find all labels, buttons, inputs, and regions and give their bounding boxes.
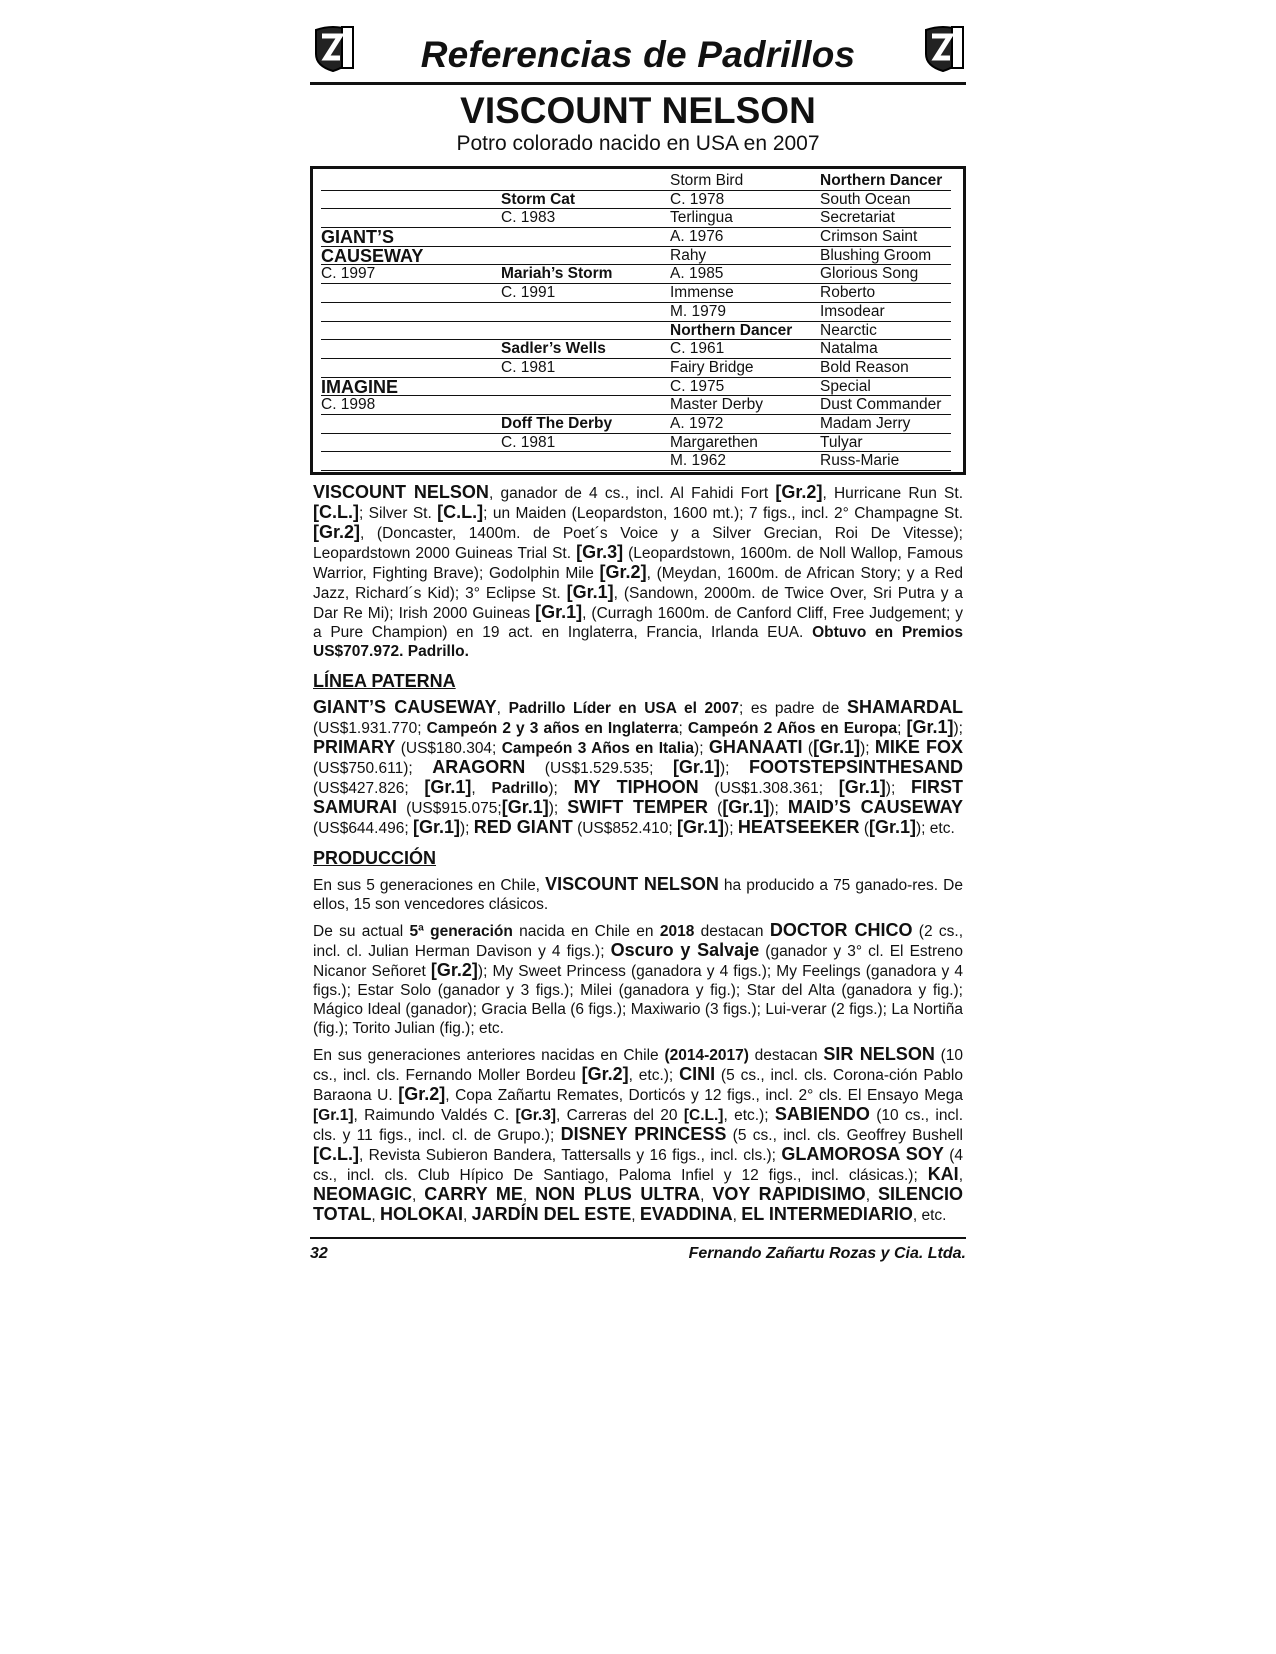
pedigree-cell: Master Derby [670, 396, 820, 415]
pedigree-cell [321, 340, 501, 359]
pedigree-cell [501, 228, 670, 247]
pedigree-cell: Terlingua [670, 209, 820, 228]
pedigree-row [321, 191, 953, 210]
pedigree-cell: C. 1981 [501, 434, 670, 453]
pedigree-cell [501, 322, 670, 341]
header-divider [310, 82, 966, 85]
page-header [310, 22, 966, 80]
pedigree-cell: C. 1997 [321, 265, 501, 284]
pedigree-row [321, 340, 953, 359]
pedigree-row [321, 209, 953, 228]
pedigree-cell [321, 191, 501, 210]
paternal-line-paragraph: GIANT’S CAUSEWAY, Padrillo Líder en USA el 2007; es padre de SHAMARDAL (US$1.931.770; Campeón 2 y 3 años en Inglaterra; Campeón 2 Años en Europa; [Gr.1]); PRIMARY (US$180.304; Campeón 3 Años en Italia); GHANAATI ([Gr.1]); MIKE FOX (US$750.611); ARAGORN (US$1.529.535; [Gr.1]); FOOTSTEPSINTHESAND (US$427.826; [Gr.1], Padrillo); MY TIPHOON (US$1.308.361; [Gr.1]); FIRST SAMURAI (US$915.075;[Gr.1]); SWIFT TEMPER ([Gr.1]); MAID’S CAUSEWAY (US$644.496; [Gr.1]); RED GIANT (US$852.410; [Gr.1]); HEATSEEKER ([Gr.1]); etc. [313, 697, 964, 837]
production-heading: PRODUCCIÓN [313, 848, 437, 868]
pedigree-row [321, 434, 953, 453]
pedigree-cell: Sadler’s Wells [501, 340, 670, 359]
pedigree-cell [321, 359, 501, 378]
pedigree-cell: A. 1972 [670, 415, 820, 434]
paternal-line-heading: LÍNEA PATERNA [313, 671, 456, 691]
pedigree-cell: C. 1998 [321, 396, 501, 415]
pedigree-cell: Immense [670, 284, 820, 303]
production-paragraph: En sus 5 generaciones en Chile, VISCOUNT NELSON ha producido a 75 ganado-res. De ellos, 15 son vencedores clásicos. [313, 874, 963, 913]
company-name: Fernando Zañartu Rozas y Cia. Ltda. [688, 1245, 966, 1262]
pedigree-cell: Blushing Groom [820, 247, 951, 266]
page [310, 22, 966, 1263]
horse-name: VISCOUNT NELSON [460, 90, 816, 131]
racing-record [313, 483, 963, 661]
pedigree-cell: Storm Cat [501, 191, 670, 210]
pedigree-row [321, 172, 953, 191]
pedigree-cell: Special [820, 378, 951, 397]
pedigree-cell [501, 172, 670, 191]
pedigree-cell [321, 322, 501, 341]
pedigree-cell [501, 452, 670, 471]
pedigree-cell: C. 1983 [501, 209, 670, 228]
pedigree-cell: Mariah’s Storm [501, 265, 670, 284]
pedigree-row [321, 415, 953, 434]
pedigree-cell: Rahy [670, 247, 820, 266]
pedigree-row [321, 247, 953, 266]
pedigree-cell: Roberto [820, 284, 951, 303]
pedigree-cell: Russ-Marie [820, 452, 951, 471]
pedigree-row [321, 265, 953, 284]
pedigree-cell: M. 1979 [670, 303, 820, 322]
pedigree-cell: Nearctic [820, 322, 951, 341]
pedigree-cell [321, 303, 501, 322]
pedigree-cell: South Ocean [820, 191, 951, 210]
pedigree-cell: Glorious Song [820, 265, 951, 284]
page-number: 32 [310, 1245, 328, 1262]
pedigree-cell: Doff The Derby [501, 415, 670, 434]
pedigree-row [321, 284, 953, 303]
pedigree-row [321, 452, 953, 471]
pedigree-row [321, 359, 953, 378]
pedigree-cell: A. 1985 [670, 265, 820, 284]
production-text [313, 875, 963, 1225]
pedigree-cell: Dust Commander [820, 396, 951, 415]
production-paragraph: De su actual 5ª generación nacida en Chile en 2018 destacan DOCTOR CHICO (2 cs., incl. cl. Julian Herman Davison y 4 figs.); Oscuro y Salvaje (ganador y 3° cl. El Estreno Nicanor Señoret [Gr.2]); My Sweet Princess (ganadora y 4 figs.); My Feelings (ganadora y 4 figs.); Estar Solo (ganador y 3 figs.); Milei (ganadora y fig.); Star del Alta (ganadora y fig.); Mágico Ideal (ganador); Gracia Bella (6 figs.); Maxiwario (3 figs.); Lui-verar (2 figs.); La Nortiña (fig.); Torito Julian (fig.); etc. [313, 920, 964, 1037]
pedigree-cell: GIANT’S [321, 228, 501, 247]
pedigree-cell [501, 247, 670, 266]
pedigree-cell: C. 1978 [670, 191, 820, 210]
page-footer [310, 1245, 966, 1263]
pedigree-cell: C. 1991 [501, 284, 670, 303]
pedigree-cell [501, 378, 670, 397]
pedigree-row [321, 396, 953, 415]
pedigree-cell: M. 1962 [670, 452, 820, 471]
footer-divider [310, 1237, 966, 1239]
pedigree-row [321, 303, 953, 322]
pedigree-cell [321, 284, 501, 303]
pedigree-cell: C. 1961 [670, 340, 820, 359]
racing-record-paragraph: VISCOUNT NELSON, ganador de 4 cs., incl. Al Fahidi Fort [Gr.2], Hurricane Run St. [C.L.]; Silver St. [C.L.]; un Maiden (Leopardston, 1600 mt.); 7 figs., incl. 2° Champagne St. [Gr.2], (Doncaster, 1400m. de Poet´s Voice y a Silver Grecian, Roi De Vitesse); Leopardstown 2000 Guineas Trial St. [Gr.3] (Leopardstown, 1600m. de Noll Wallop, Famous Warrior, Fighting Brave); Godolphin Mile [Gr.2], (Meydan, 1600m. de African Story; y a Red Jazz, Richard´s Kid); 3° Eclipse St. [Gr.1], (Sandown, 2000m. de Twice Over, Sri Putra y a Dar Re Mi); Irish 2000 Guineas [Gr.1], (Curragh 1600m. de Canford Cliff, Free Judgement; y a Pure Champion) en 19 act. en Inglaterra, Francia, Irlanda EUA. Obtuvo en Premios US$707.972. Padrillo. [313, 482, 964, 660]
pedigree-cell [501, 303, 670, 322]
pedigree-cell: Fairy Bridge [670, 359, 820, 378]
pedigree-cell [321, 415, 501, 434]
paternal-line-text [313, 698, 963, 838]
production-paragraph: En sus generaciones anteriores nacidas en Chile (2014-2017) destacan SIR NELSON (10 cs., incl. cls. Fernando Moller Bordeu [Gr.2], etc.); CINI (5 cs., incl. cls. Corona-ción Pablo Baraona U. [Gr.2], Copa Zañartu Remates, Dorticós y 12 figs., incl. 2° cls. El Ensayo Mega [Gr.1], Raimundo Valdés C. [Gr.3], Carreras del 20 [C.L.], etc.); SABIENDO (10 cs., incl. cls. y 11 figs., incl. cl. de Grupo.); DISNEY PRINCESS (5 cs., incl. cls. Geoffrey Bushell [C.L.], Revista Subieron Bandera, Tattersalls y 16 figs., incl. cls.); GLAMOROSA SOY (4 cs., incl. cls. Club Hípico De Santiago, Paloma Infiel y 12 figs., incl. clásicas.); KAI, NEOMAGIC, CARRY ME, NON PLUS ULTRA, VOY RAPIDISIMO, SILENCIO TOTAL, HOLOKAI, JARDÍN DEL ESTE, EVADDINA, EL INTERMEDIARIO, etc. [313, 1044, 964, 1224]
pedigree-cell: IMAGINE [321, 378, 501, 397]
pedigree-cell: A. 1976 [670, 228, 820, 247]
pedigree-cell: C. 1975 [670, 378, 820, 397]
pedigree-cell: Secretariat [820, 209, 951, 228]
pedigree-cell: Margarethen [670, 434, 820, 453]
pedigree-cell: Tulyar [820, 434, 951, 453]
horse-subtitle: Potro colorado nacido en USA en 2007 [456, 132, 820, 155]
pedigree-cell [321, 434, 501, 453]
pedigree-cell: Imsodear [820, 303, 951, 322]
pedigree-cell [501, 396, 670, 415]
pedigree-cell [321, 209, 501, 228]
pedigree-cell: Madam Jerry [820, 415, 951, 434]
pedigree-cell: Storm Bird [670, 172, 820, 191]
page-title: Referencias de Padrillos [420, 34, 856, 75]
pedigree-cell: Northern Dancer [670, 322, 820, 341]
pedigree-cell [321, 452, 501, 471]
pedigree-row [321, 322, 953, 341]
brand-logo-icon [920, 24, 966, 72]
pedigree-cell: Northern Dancer [820, 172, 951, 191]
pedigree-row [321, 228, 953, 247]
pedigree-cell: Crimson Saint [820, 228, 951, 247]
pedigree-cell: Bold Reason [820, 359, 951, 378]
pedigree-row [321, 378, 953, 397]
pedigree-table [310, 166, 966, 475]
pedigree-cell: CAUSEWAY [321, 247, 501, 266]
pedigree-cell [321, 172, 501, 191]
pedigree-cell: C. 1981 [501, 359, 670, 378]
pedigree-cell: Natalma [820, 340, 951, 359]
